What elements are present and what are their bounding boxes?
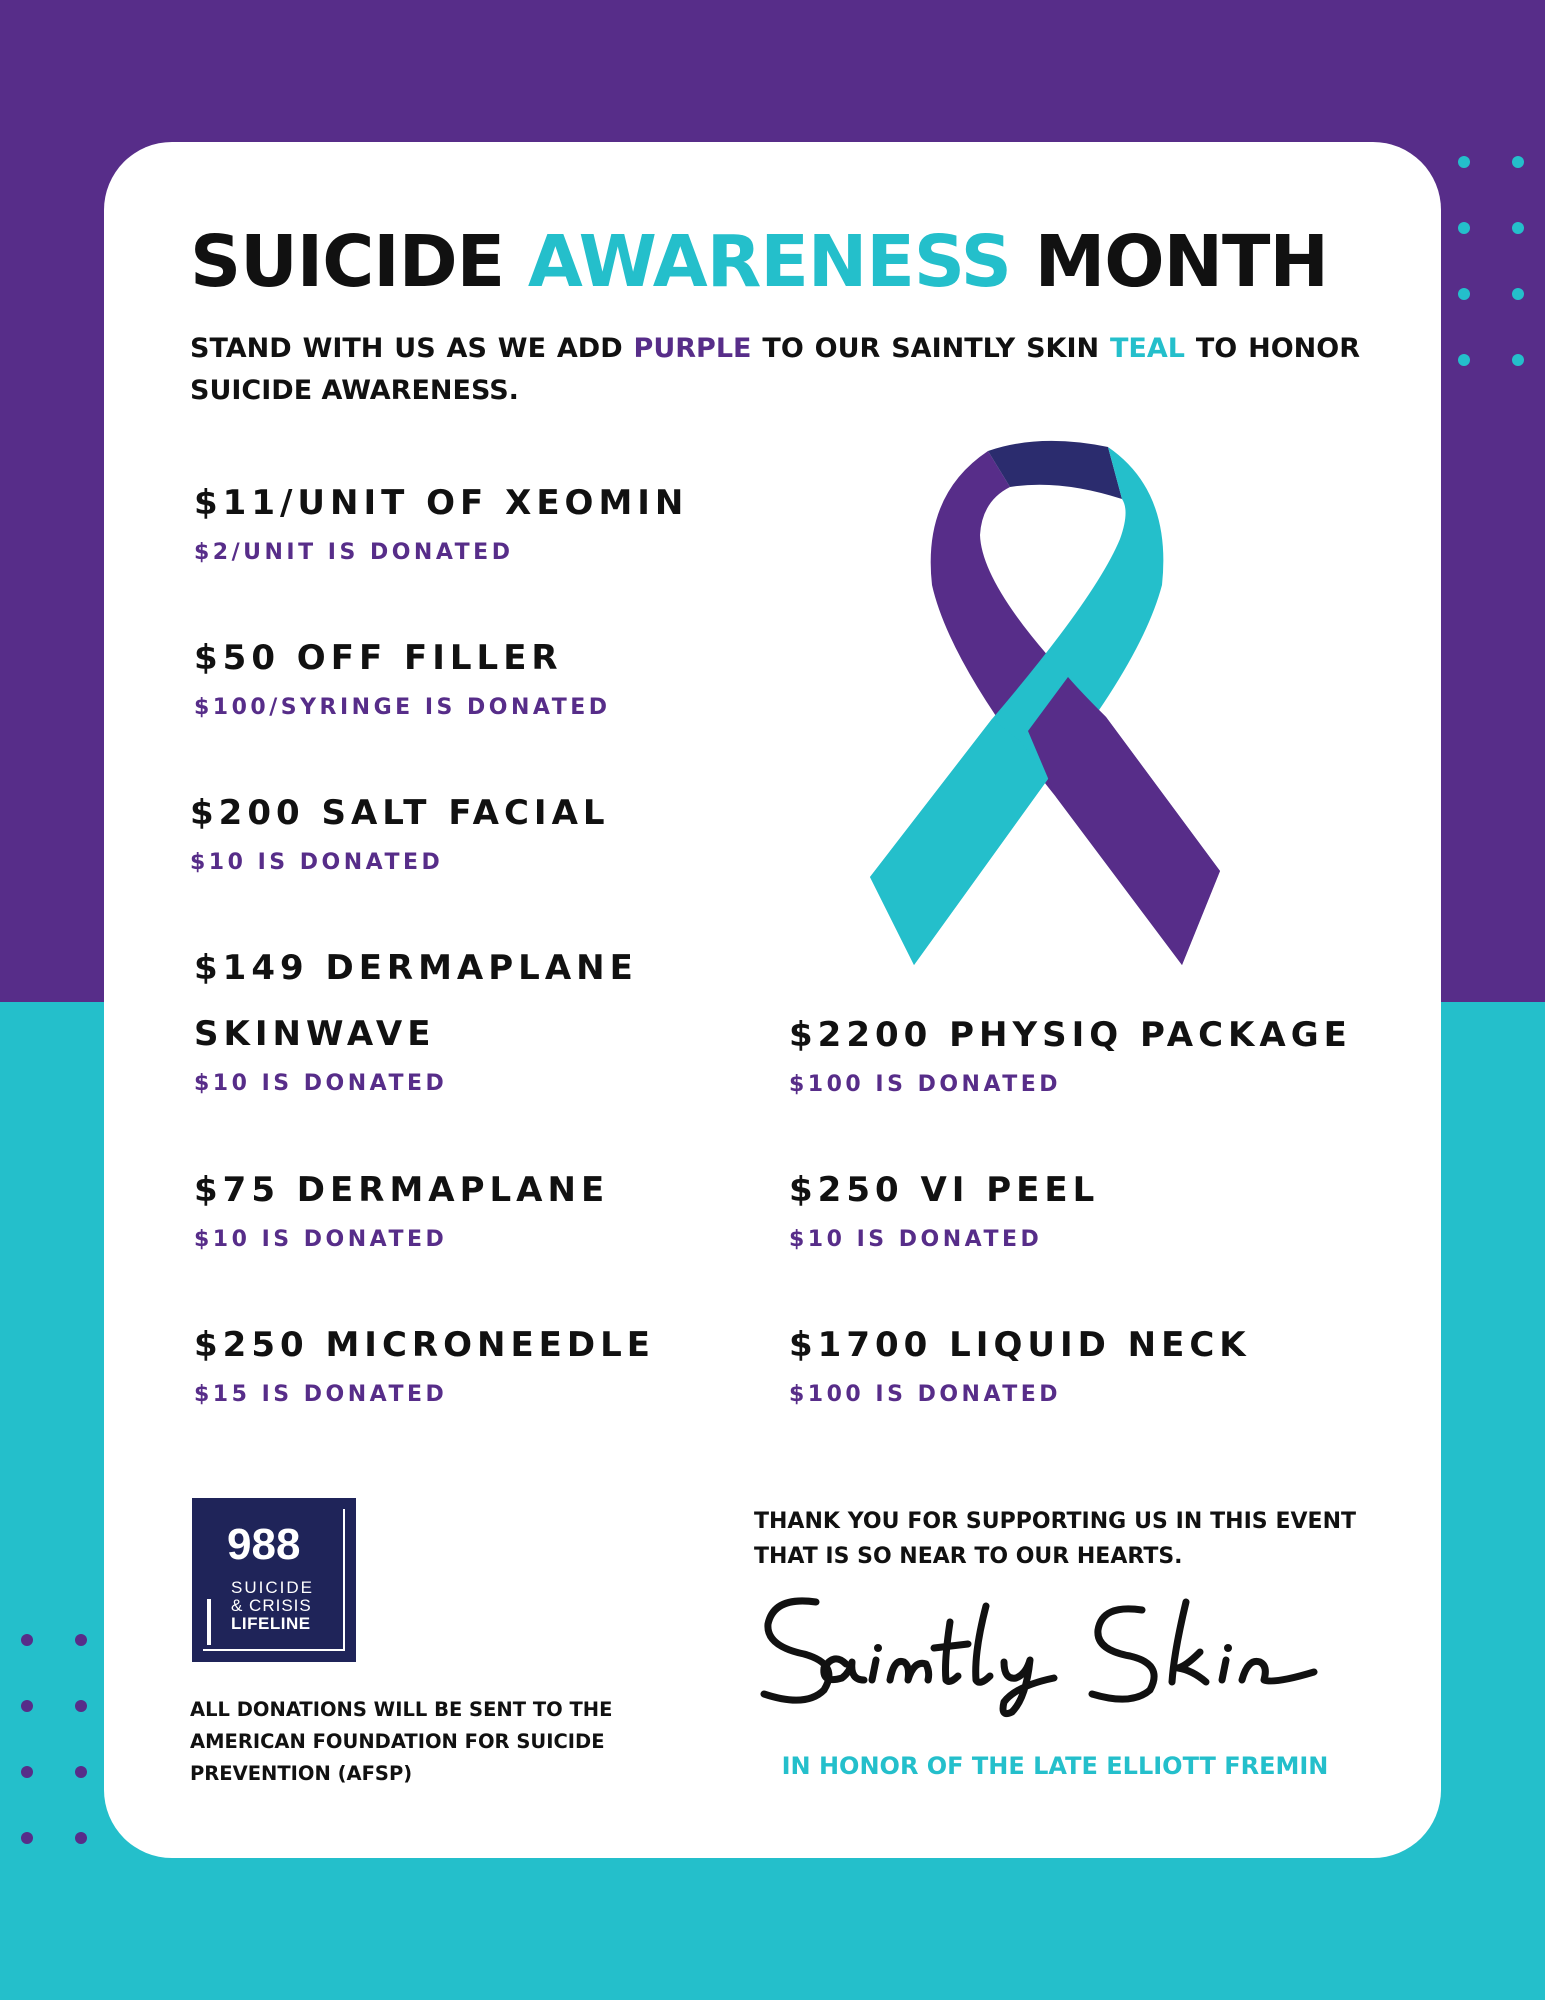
offer-xeomin bbox=[194, 482, 688, 565]
donations-note: ALL DONATIONS WILL BE SENT TO THE AMERICAN FOUNDATION FOR SUICIDE PREVENTION (AFSP) bbox=[190, 1698, 613, 1785]
offer-name: $200 SALT FACIAL bbox=[190, 793, 610, 833]
flyer-card bbox=[104, 142, 1441, 1858]
logo-line-3: LIFELINE bbox=[231, 1614, 311, 1633]
offer-donation: $10 IS DONATED bbox=[194, 1071, 448, 1096]
honor-note: IN HONOR OF THE LATE ELLIOTT FREMIN bbox=[781, 1752, 1329, 1780]
offer-physiq-package bbox=[789, 1014, 1352, 1097]
offer-name-line-2: SKINWAVE bbox=[194, 1014, 436, 1054]
title-part-3: MONTH bbox=[1034, 220, 1328, 303]
offer-donation: $10 IS DONATED bbox=[789, 1227, 1043, 1252]
saintly-skin-signature bbox=[754, 1582, 1364, 1722]
offer-donation: $15 IS DONATED bbox=[194, 1382, 448, 1407]
offer-dermaplane bbox=[194, 1169, 609, 1252]
988-lifeline-logo bbox=[194, 1500, 354, 1660]
subtitle-text-2: TO OUR SAINTLY SKIN bbox=[762, 333, 1100, 364]
subtitle-text-3: TO HONOR SUICIDE AWARENESS. bbox=[190, 333, 1361, 406]
decorative-dots-top-right bbox=[1458, 156, 1524, 366]
title-part-2: AWARENESS bbox=[527, 220, 1011, 303]
thank-you-note: THANK YOU FOR SUPPORTING US IN THIS EVENT THAT IS SO NEAR TO OUR HEARTS. bbox=[754, 1509, 1356, 1569]
subtitle-text-1: STAND WITH US AS WE ADD bbox=[190, 333, 623, 364]
offer-name: $149 DERMAPLANE bbox=[194, 948, 638, 988]
offer-donation: $2/UNIT IS DONATED bbox=[194, 540, 514, 565]
logo-number: 988 bbox=[227, 1520, 301, 1569]
offer-donation: $10 IS DONATED bbox=[190, 850, 444, 875]
offer-vi-peel bbox=[789, 1169, 1099, 1252]
offer-donation: $100 IS DONATED bbox=[789, 1382, 1062, 1407]
logo-bar bbox=[207, 1599, 211, 1645]
offer-microneedle bbox=[194, 1324, 655, 1407]
subtitle-teal: TEAL bbox=[1110, 333, 1185, 364]
offer-donation: $100 IS DONATED bbox=[789, 1072, 1062, 1097]
offer-salt-facial bbox=[190, 792, 610, 875]
offer-donation: $10 IS DONATED bbox=[194, 1227, 448, 1252]
offer-liquid-neck bbox=[789, 1324, 1251, 1407]
awareness-ribbon-icon bbox=[870, 435, 1230, 975]
logo-line-1: SUICIDE bbox=[231, 1578, 314, 1597]
offer-name: $250 MICRONEEDLE bbox=[194, 1325, 656, 1365]
offer-name: $2200 PHYSIQ PACKAGE bbox=[789, 1015, 1352, 1055]
offer-name: $11/UNIT OF XEOMIN bbox=[194, 483, 689, 523]
subtitle bbox=[190, 328, 1360, 412]
subtitle-purple: PURPLE bbox=[633, 333, 752, 364]
page-title bbox=[190, 220, 1370, 303]
offer-dermaplane-skinwave bbox=[194, 947, 638, 1096]
offer-filler bbox=[194, 637, 611, 720]
offer-name: $50 OFF FILLER bbox=[194, 638, 563, 678]
offer-name: $75 DERMAPLANE bbox=[194, 1170, 610, 1210]
offer-donation: $100/SYRINGE IS DONATED bbox=[194, 695, 611, 720]
offer-name: $1700 LIQUID NECK bbox=[789, 1325, 1251, 1365]
offer-name: $250 VI PEEL bbox=[789, 1170, 1100, 1210]
logo-line-2: & CRISIS bbox=[231, 1596, 312, 1615]
decorative-dots-bottom-left bbox=[21, 1634, 87, 1844]
title-part-1: SUICIDE bbox=[190, 220, 505, 303]
